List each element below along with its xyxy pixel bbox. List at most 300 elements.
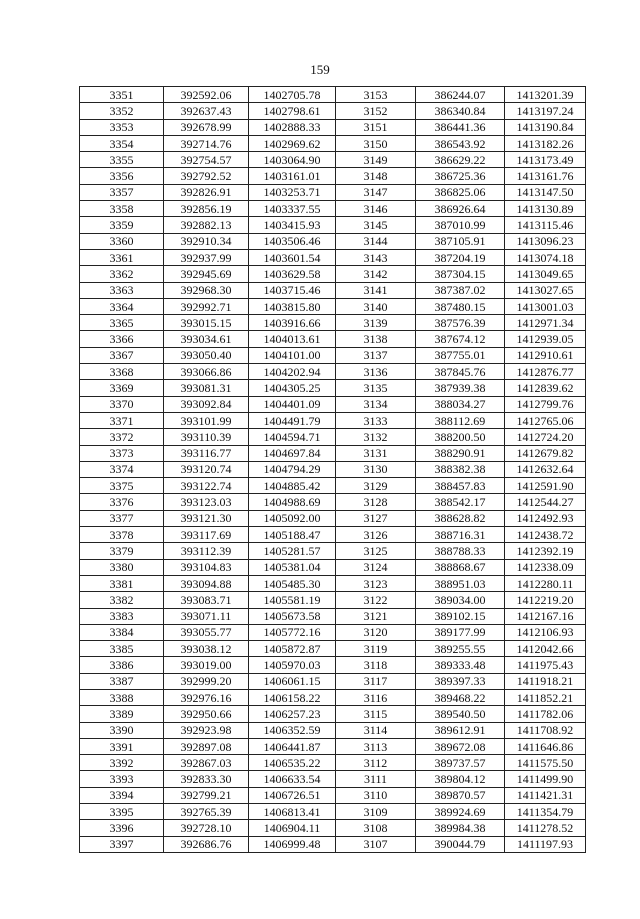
point-number-right-cell: 3111 [336, 771, 416, 787]
y-coordinate-right-cell: 1413190.84 [505, 119, 586, 135]
point-number-right-cell: 3110 [336, 787, 416, 803]
table-row [80, 787, 586, 803]
x-coordinate-left-cell: 393112.39 [164, 543, 249, 559]
table-row [80, 657, 586, 673]
point-number-right-cell: 3117 [336, 673, 416, 689]
x-coordinate-left-cell: 393071.11 [164, 608, 249, 624]
x-coordinate-left-cell: 392792.52 [164, 168, 249, 184]
point-number-left-cell: 3369 [80, 380, 164, 396]
point-number-right-cell: 3108 [336, 820, 416, 836]
x-coordinate-left-cell: 393019.00 [164, 657, 249, 673]
y-coordinate-left-cell: 1403161.01 [249, 168, 336, 184]
point-number-left-cell: 3390 [80, 722, 164, 738]
y-coordinate-right-cell: 1413197.24 [505, 103, 586, 119]
y-coordinate-left-cell: 1403506.46 [249, 233, 336, 249]
point-number-right-cell: 3134 [336, 396, 416, 412]
table-row [80, 315, 586, 331]
y-coordinate-left-cell: 1405381.04 [249, 559, 336, 575]
point-number-left-cell: 3380 [80, 559, 164, 575]
x-coordinate-right-cell: 387755.01 [416, 347, 505, 363]
y-coordinate-left-cell: 1404101.00 [249, 347, 336, 363]
point-number-right-cell: 3135 [336, 380, 416, 396]
y-coordinate-left-cell: 1406257.23 [249, 706, 336, 722]
y-coordinate-left-cell: 1403715.46 [249, 282, 336, 298]
point-number-right-cell: 3148 [336, 168, 416, 184]
y-coordinate-left-cell: 1405872.87 [249, 641, 336, 657]
y-coordinate-left-cell: 1403601.54 [249, 249, 336, 265]
x-coordinate-left-cell: 393066.86 [164, 364, 249, 380]
point-number-right-cell: 3147 [336, 184, 416, 200]
table-row [80, 201, 586, 217]
table-row [80, 543, 586, 559]
x-coordinate-left-cell: 393122.74 [164, 478, 249, 494]
point-number-right-cell: 3118 [336, 657, 416, 673]
x-coordinate-left-cell: 392992.71 [164, 298, 249, 314]
table-row [80, 771, 586, 787]
table-row [80, 266, 586, 282]
y-coordinate-right-cell: 1413049.65 [505, 266, 586, 282]
x-coordinate-right-cell: 388112.69 [416, 412, 505, 428]
y-coordinate-right-cell: 1412839.62 [505, 380, 586, 396]
point-number-right-cell: 3144 [336, 233, 416, 249]
y-coordinate-right-cell: 1413074.18 [505, 249, 586, 265]
table-row [80, 103, 586, 119]
point-number-left-cell: 3386 [80, 657, 164, 673]
table-row [80, 527, 586, 543]
x-coordinate-right-cell: 388382.38 [416, 461, 505, 477]
y-coordinate-left-cell: 1403253.71 [249, 184, 336, 200]
y-coordinate-right-cell: 1411421.31 [505, 787, 586, 803]
point-number-right-cell: 3125 [336, 543, 416, 559]
table-row [80, 282, 586, 298]
table-row [80, 249, 586, 265]
y-coordinate-left-cell: 1405485.30 [249, 575, 336, 591]
point-number-left-cell: 3381 [80, 575, 164, 591]
point-number-right-cell: 3127 [336, 510, 416, 526]
y-coordinate-left-cell: 1403629.58 [249, 266, 336, 282]
y-coordinate-right-cell: 1412910.61 [505, 347, 586, 363]
y-coordinate-right-cell: 1411646.86 [505, 738, 586, 754]
y-coordinate-left-cell: 1405281.57 [249, 543, 336, 559]
table-row [80, 135, 586, 151]
x-coordinate-left-cell: 392826.91 [164, 184, 249, 200]
point-number-left-cell: 3359 [80, 217, 164, 233]
y-coordinate-right-cell: 1413182.26 [505, 135, 586, 151]
point-number-left-cell: 3356 [80, 168, 164, 184]
point-number-right-cell: 3141 [336, 282, 416, 298]
point-number-left-cell: 3396 [80, 820, 164, 836]
y-coordinate-right-cell: 1412106.93 [505, 624, 586, 640]
x-coordinate-right-cell: 387576.39 [416, 315, 505, 331]
x-coordinate-left-cell: 393038.12 [164, 641, 249, 657]
point-number-right-cell: 3112 [336, 755, 416, 771]
x-coordinate-left-cell: 393121.30 [164, 510, 249, 526]
table-row [80, 575, 586, 591]
table-row [80, 168, 586, 184]
x-coordinate-left-cell: 392799.21 [164, 787, 249, 803]
x-coordinate-right-cell: 386825.06 [416, 184, 505, 200]
x-coordinate-left-cell: 392968.30 [164, 282, 249, 298]
point-number-left-cell: 3370 [80, 396, 164, 412]
point-number-right-cell: 3140 [336, 298, 416, 314]
point-number-left-cell: 3371 [80, 412, 164, 428]
x-coordinate-right-cell: 389034.00 [416, 592, 505, 608]
point-number-left-cell: 3364 [80, 298, 164, 314]
y-coordinate-right-cell: 1412799.76 [505, 396, 586, 412]
y-coordinate-right-cell: 1412392.19 [505, 543, 586, 559]
y-coordinate-left-cell: 1404013.61 [249, 331, 336, 347]
y-coordinate-right-cell: 1413001.03 [505, 298, 586, 314]
x-coordinate-left-cell: 392976.16 [164, 689, 249, 705]
table-row [80, 641, 586, 657]
point-number-right-cell: 3146 [336, 201, 416, 217]
x-coordinate-right-cell: 390044.79 [416, 836, 505, 852]
y-coordinate-right-cell: 1413201.39 [505, 87, 586, 103]
point-number-left-cell: 3395 [80, 804, 164, 820]
table-row [80, 706, 586, 722]
x-coordinate-right-cell: 386725.36 [416, 168, 505, 184]
table-row [80, 722, 586, 738]
point-number-left-cell: 3376 [80, 494, 164, 510]
coordinates-table [79, 86, 586, 853]
y-coordinate-left-cell: 1405188.47 [249, 527, 336, 543]
table-row [80, 804, 586, 820]
point-number-left-cell: 3351 [80, 87, 164, 103]
y-coordinate-right-cell: 1411499.90 [505, 771, 586, 787]
point-number-right-cell: 3145 [336, 217, 416, 233]
x-coordinate-right-cell: 387010.99 [416, 217, 505, 233]
point-number-right-cell: 3109 [336, 804, 416, 820]
x-coordinate-right-cell: 387480.15 [416, 298, 505, 314]
x-coordinate-left-cell: 392592.06 [164, 87, 249, 103]
y-coordinate-right-cell: 1411975.43 [505, 657, 586, 673]
y-coordinate-left-cell: 1406999.48 [249, 836, 336, 852]
x-coordinate-left-cell: 392686.76 [164, 836, 249, 852]
x-coordinate-right-cell: 389612.91 [416, 722, 505, 738]
page-number: 159 [310, 62, 330, 77]
y-coordinate-left-cell: 1404697.84 [249, 445, 336, 461]
x-coordinate-right-cell: 389924.69 [416, 804, 505, 820]
y-coordinate-left-cell: 1404305.25 [249, 380, 336, 396]
point-number-left-cell: 3373 [80, 445, 164, 461]
point-number-right-cell: 3132 [336, 429, 416, 445]
x-coordinate-left-cell: 392923.98 [164, 722, 249, 738]
y-coordinate-left-cell: 1405673.58 [249, 608, 336, 624]
x-coordinate-left-cell: 393081.31 [164, 380, 249, 396]
x-coordinate-left-cell: 393015.15 [164, 315, 249, 331]
y-coordinate-left-cell: 1405970.03 [249, 657, 336, 673]
x-coordinate-left-cell: 392897.08 [164, 738, 249, 754]
y-coordinate-right-cell: 1413173.49 [505, 152, 586, 168]
x-coordinate-right-cell: 388716.31 [416, 527, 505, 543]
point-number-right-cell: 3149 [336, 152, 416, 168]
table-row [80, 624, 586, 640]
y-coordinate-left-cell: 1406813.41 [249, 804, 336, 820]
y-coordinate-right-cell: 1411852.21 [505, 689, 586, 705]
point-number-left-cell: 3354 [80, 135, 164, 151]
coordinates-table-body [80, 87, 586, 853]
point-number-left-cell: 3385 [80, 641, 164, 657]
point-number-right-cell: 3114 [336, 722, 416, 738]
x-coordinate-right-cell: 389540.50 [416, 706, 505, 722]
x-coordinate-left-cell: 393116.77 [164, 445, 249, 461]
point-number-right-cell: 3136 [336, 364, 416, 380]
y-coordinate-left-cell: 1403064.90 [249, 152, 336, 168]
point-number-left-cell: 3358 [80, 201, 164, 217]
point-number-right-cell: 3107 [336, 836, 416, 852]
point-number-left-cell: 3366 [80, 331, 164, 347]
table-row [80, 608, 586, 624]
x-coordinate-right-cell: 387105.91 [416, 233, 505, 249]
point-number-left-cell: 3377 [80, 510, 164, 526]
point-number-left-cell: 3391 [80, 738, 164, 754]
x-coordinate-left-cell: 393110.39 [164, 429, 249, 445]
x-coordinate-right-cell: 388788.33 [416, 543, 505, 559]
point-number-right-cell: 3137 [336, 347, 416, 363]
table-row [80, 412, 586, 428]
point-number-right-cell: 3131 [336, 445, 416, 461]
x-coordinate-right-cell: 387939.38 [416, 380, 505, 396]
point-number-right-cell: 3138 [336, 331, 416, 347]
x-coordinate-right-cell: 388951.03 [416, 575, 505, 591]
y-coordinate-left-cell: 1405772.16 [249, 624, 336, 640]
table-row [80, 396, 586, 412]
y-coordinate-left-cell: 1402969.62 [249, 135, 336, 151]
y-coordinate-left-cell: 1404794.29 [249, 461, 336, 477]
x-coordinate-right-cell: 387387.02 [416, 282, 505, 298]
y-coordinate-right-cell: 1412765.06 [505, 412, 586, 428]
point-number-right-cell: 3133 [336, 412, 416, 428]
y-coordinate-left-cell: 1406441.87 [249, 738, 336, 754]
table-row [80, 233, 586, 249]
x-coordinate-left-cell: 393094.88 [164, 575, 249, 591]
y-coordinate-left-cell: 1402798.61 [249, 103, 336, 119]
point-number-left-cell: 3393 [80, 771, 164, 787]
x-coordinate-right-cell: 389672.08 [416, 738, 505, 754]
table-row [80, 592, 586, 608]
table-row [80, 494, 586, 510]
x-coordinate-right-cell: 387845.76 [416, 364, 505, 380]
x-coordinate-left-cell: 392637.43 [164, 103, 249, 119]
x-coordinate-right-cell: 389102.15 [416, 608, 505, 624]
x-coordinate-left-cell: 393101.99 [164, 412, 249, 428]
point-number-left-cell: 3353 [80, 119, 164, 135]
y-coordinate-left-cell: 1405092.00 [249, 510, 336, 526]
x-coordinate-right-cell: 389468.22 [416, 689, 505, 705]
point-number-left-cell: 3383 [80, 608, 164, 624]
y-coordinate-left-cell: 1404202.94 [249, 364, 336, 380]
point-number-right-cell: 3130 [336, 461, 416, 477]
point-number-left-cell: 3368 [80, 364, 164, 380]
y-coordinate-right-cell: 1412591.90 [505, 478, 586, 494]
y-coordinate-right-cell: 1411708.92 [505, 722, 586, 738]
table-row [80, 689, 586, 705]
point-number-right-cell: 3139 [336, 315, 416, 331]
y-coordinate-left-cell: 1402888.33 [249, 119, 336, 135]
x-coordinate-left-cell: 392945.69 [164, 266, 249, 282]
x-coordinate-left-cell: 392950.66 [164, 706, 249, 722]
y-coordinate-right-cell: 1413130.89 [505, 201, 586, 217]
point-number-right-cell: 3122 [336, 592, 416, 608]
table-row [80, 478, 586, 494]
y-coordinate-right-cell: 1412219.20 [505, 592, 586, 608]
point-number-right-cell: 3121 [336, 608, 416, 624]
x-coordinate-right-cell: 386244.07 [416, 87, 505, 103]
table-row [80, 184, 586, 200]
x-coordinate-right-cell: 389984.38 [416, 820, 505, 836]
table-row [80, 347, 586, 363]
x-coordinate-right-cell: 386441.36 [416, 119, 505, 135]
y-coordinate-right-cell: 1413161.76 [505, 168, 586, 184]
x-coordinate-left-cell: 392714.76 [164, 135, 249, 151]
x-coordinate-right-cell: 389397.33 [416, 673, 505, 689]
y-coordinate-right-cell: 1412280.11 [505, 575, 586, 591]
point-number-left-cell: 3392 [80, 755, 164, 771]
y-coordinate-right-cell: 1412544.27 [505, 494, 586, 510]
y-coordinate-right-cell: 1413115.46 [505, 217, 586, 233]
point-number-left-cell: 3363 [80, 282, 164, 298]
y-coordinate-right-cell: 1412939.05 [505, 331, 586, 347]
y-coordinate-left-cell: 1406352.59 [249, 722, 336, 738]
y-coordinate-right-cell: 1411278.52 [505, 820, 586, 836]
point-number-right-cell: 3116 [336, 689, 416, 705]
point-number-right-cell: 3120 [336, 624, 416, 640]
y-coordinate-left-cell: 1403815.80 [249, 298, 336, 314]
x-coordinate-left-cell: 392867.03 [164, 755, 249, 771]
point-number-left-cell: 3382 [80, 592, 164, 608]
y-coordinate-right-cell: 1412492.93 [505, 510, 586, 526]
x-coordinate-right-cell: 389177.99 [416, 624, 505, 640]
x-coordinate-left-cell: 392765.39 [164, 804, 249, 820]
y-coordinate-right-cell: 1412632.64 [505, 461, 586, 477]
x-coordinate-left-cell: 393083.71 [164, 592, 249, 608]
y-coordinate-right-cell: 1411575.50 [505, 755, 586, 771]
point-number-left-cell: 3394 [80, 787, 164, 803]
y-coordinate-left-cell: 1406726.51 [249, 787, 336, 803]
x-coordinate-right-cell: 389255.55 [416, 641, 505, 657]
table-row [80, 217, 586, 233]
point-number-right-cell: 3126 [336, 527, 416, 543]
x-coordinate-left-cell: 393120.74 [164, 461, 249, 477]
point-number-right-cell: 3113 [336, 738, 416, 754]
table-row [80, 152, 586, 168]
y-coordinate-right-cell: 1412167.16 [505, 608, 586, 624]
x-coordinate-right-cell: 387304.15 [416, 266, 505, 282]
y-coordinate-left-cell: 1405581.19 [249, 592, 336, 608]
x-coordinate-right-cell: 388290.91 [416, 445, 505, 461]
y-coordinate-right-cell: 1412971.34 [505, 315, 586, 331]
y-coordinate-right-cell: 1413027.65 [505, 282, 586, 298]
x-coordinate-left-cell: 393104.83 [164, 559, 249, 575]
table-row [80, 87, 586, 103]
point-number-left-cell: 3387 [80, 673, 164, 689]
table-row [80, 738, 586, 754]
x-coordinate-left-cell: 393123.03 [164, 494, 249, 510]
point-number-left-cell: 3360 [80, 233, 164, 249]
x-coordinate-left-cell: 392678.99 [164, 119, 249, 135]
x-coordinate-right-cell: 386926.64 [416, 201, 505, 217]
x-coordinate-left-cell: 393034.61 [164, 331, 249, 347]
point-number-right-cell: 3123 [336, 575, 416, 591]
y-coordinate-right-cell: 1412876.77 [505, 364, 586, 380]
point-number-left-cell: 3352 [80, 103, 164, 119]
point-number-right-cell: 3124 [336, 559, 416, 575]
x-coordinate-left-cell: 392833.30 [164, 771, 249, 787]
y-coordinate-right-cell: 1412042.66 [505, 641, 586, 657]
x-coordinate-right-cell: 389737.57 [416, 755, 505, 771]
point-number-left-cell: 3378 [80, 527, 164, 543]
x-coordinate-right-cell: 389804.12 [416, 771, 505, 787]
y-coordinate-left-cell: 1404594.71 [249, 429, 336, 445]
table-row [80, 364, 586, 380]
point-number-left-cell: 3375 [80, 478, 164, 494]
x-coordinate-right-cell: 389333.48 [416, 657, 505, 673]
x-coordinate-left-cell: 392754.57 [164, 152, 249, 168]
x-coordinate-left-cell: 392856.19 [164, 201, 249, 217]
point-number-left-cell: 3379 [80, 543, 164, 559]
table-row [80, 559, 586, 575]
point-number-right-cell: 3129 [336, 478, 416, 494]
y-coordinate-right-cell: 1411782.06 [505, 706, 586, 722]
point-number-left-cell: 3367 [80, 347, 164, 363]
x-coordinate-right-cell: 388868.67 [416, 559, 505, 575]
point-number-left-cell: 3372 [80, 429, 164, 445]
point-number-left-cell: 3388 [80, 689, 164, 705]
table-row [80, 298, 586, 314]
x-coordinate-right-cell: 388628.82 [416, 510, 505, 526]
y-coordinate-left-cell: 1406158.22 [249, 689, 336, 705]
x-coordinate-left-cell: 392937.99 [164, 249, 249, 265]
x-coordinate-left-cell: 393117.69 [164, 527, 249, 543]
point-number-left-cell: 3389 [80, 706, 164, 722]
point-number-left-cell: 3384 [80, 624, 164, 640]
x-coordinate-right-cell: 388200.50 [416, 429, 505, 445]
x-coordinate-right-cell: 388457.83 [416, 478, 505, 494]
y-coordinate-left-cell: 1404491.79 [249, 412, 336, 428]
table-row [80, 119, 586, 135]
x-coordinate-left-cell: 392910.34 [164, 233, 249, 249]
y-coordinate-left-cell: 1406633.54 [249, 771, 336, 787]
table-row [80, 510, 586, 526]
point-number-left-cell: 3397 [80, 836, 164, 852]
y-coordinate-left-cell: 1404401.09 [249, 396, 336, 412]
point-number-left-cell: 3362 [80, 266, 164, 282]
table-row [80, 429, 586, 445]
y-coordinate-right-cell: 1411918.21 [505, 673, 586, 689]
table-row [80, 673, 586, 689]
y-coordinate-right-cell: 1412679.82 [505, 445, 586, 461]
point-number-right-cell: 3153 [336, 87, 416, 103]
table-row [80, 445, 586, 461]
x-coordinate-left-cell: 392999.20 [164, 673, 249, 689]
y-coordinate-left-cell: 1406061.15 [249, 673, 336, 689]
y-coordinate-left-cell: 1403337.55 [249, 201, 336, 217]
y-coordinate-left-cell: 1403415.93 [249, 217, 336, 233]
y-coordinate-left-cell: 1404988.69 [249, 494, 336, 510]
x-coordinate-right-cell: 388034.27 [416, 396, 505, 412]
y-coordinate-left-cell: 1402705.78 [249, 87, 336, 103]
table-row [80, 380, 586, 396]
y-coordinate-left-cell: 1404885.42 [249, 478, 336, 494]
x-coordinate-left-cell: 392882.13 [164, 217, 249, 233]
table-row [80, 461, 586, 477]
point-number-right-cell: 3142 [336, 266, 416, 282]
point-number-right-cell: 3128 [336, 494, 416, 510]
x-coordinate-right-cell: 389870.57 [416, 787, 505, 803]
point-number-left-cell: 3374 [80, 461, 164, 477]
y-coordinate-right-cell: 1412338.09 [505, 559, 586, 575]
point-number-left-cell: 3355 [80, 152, 164, 168]
